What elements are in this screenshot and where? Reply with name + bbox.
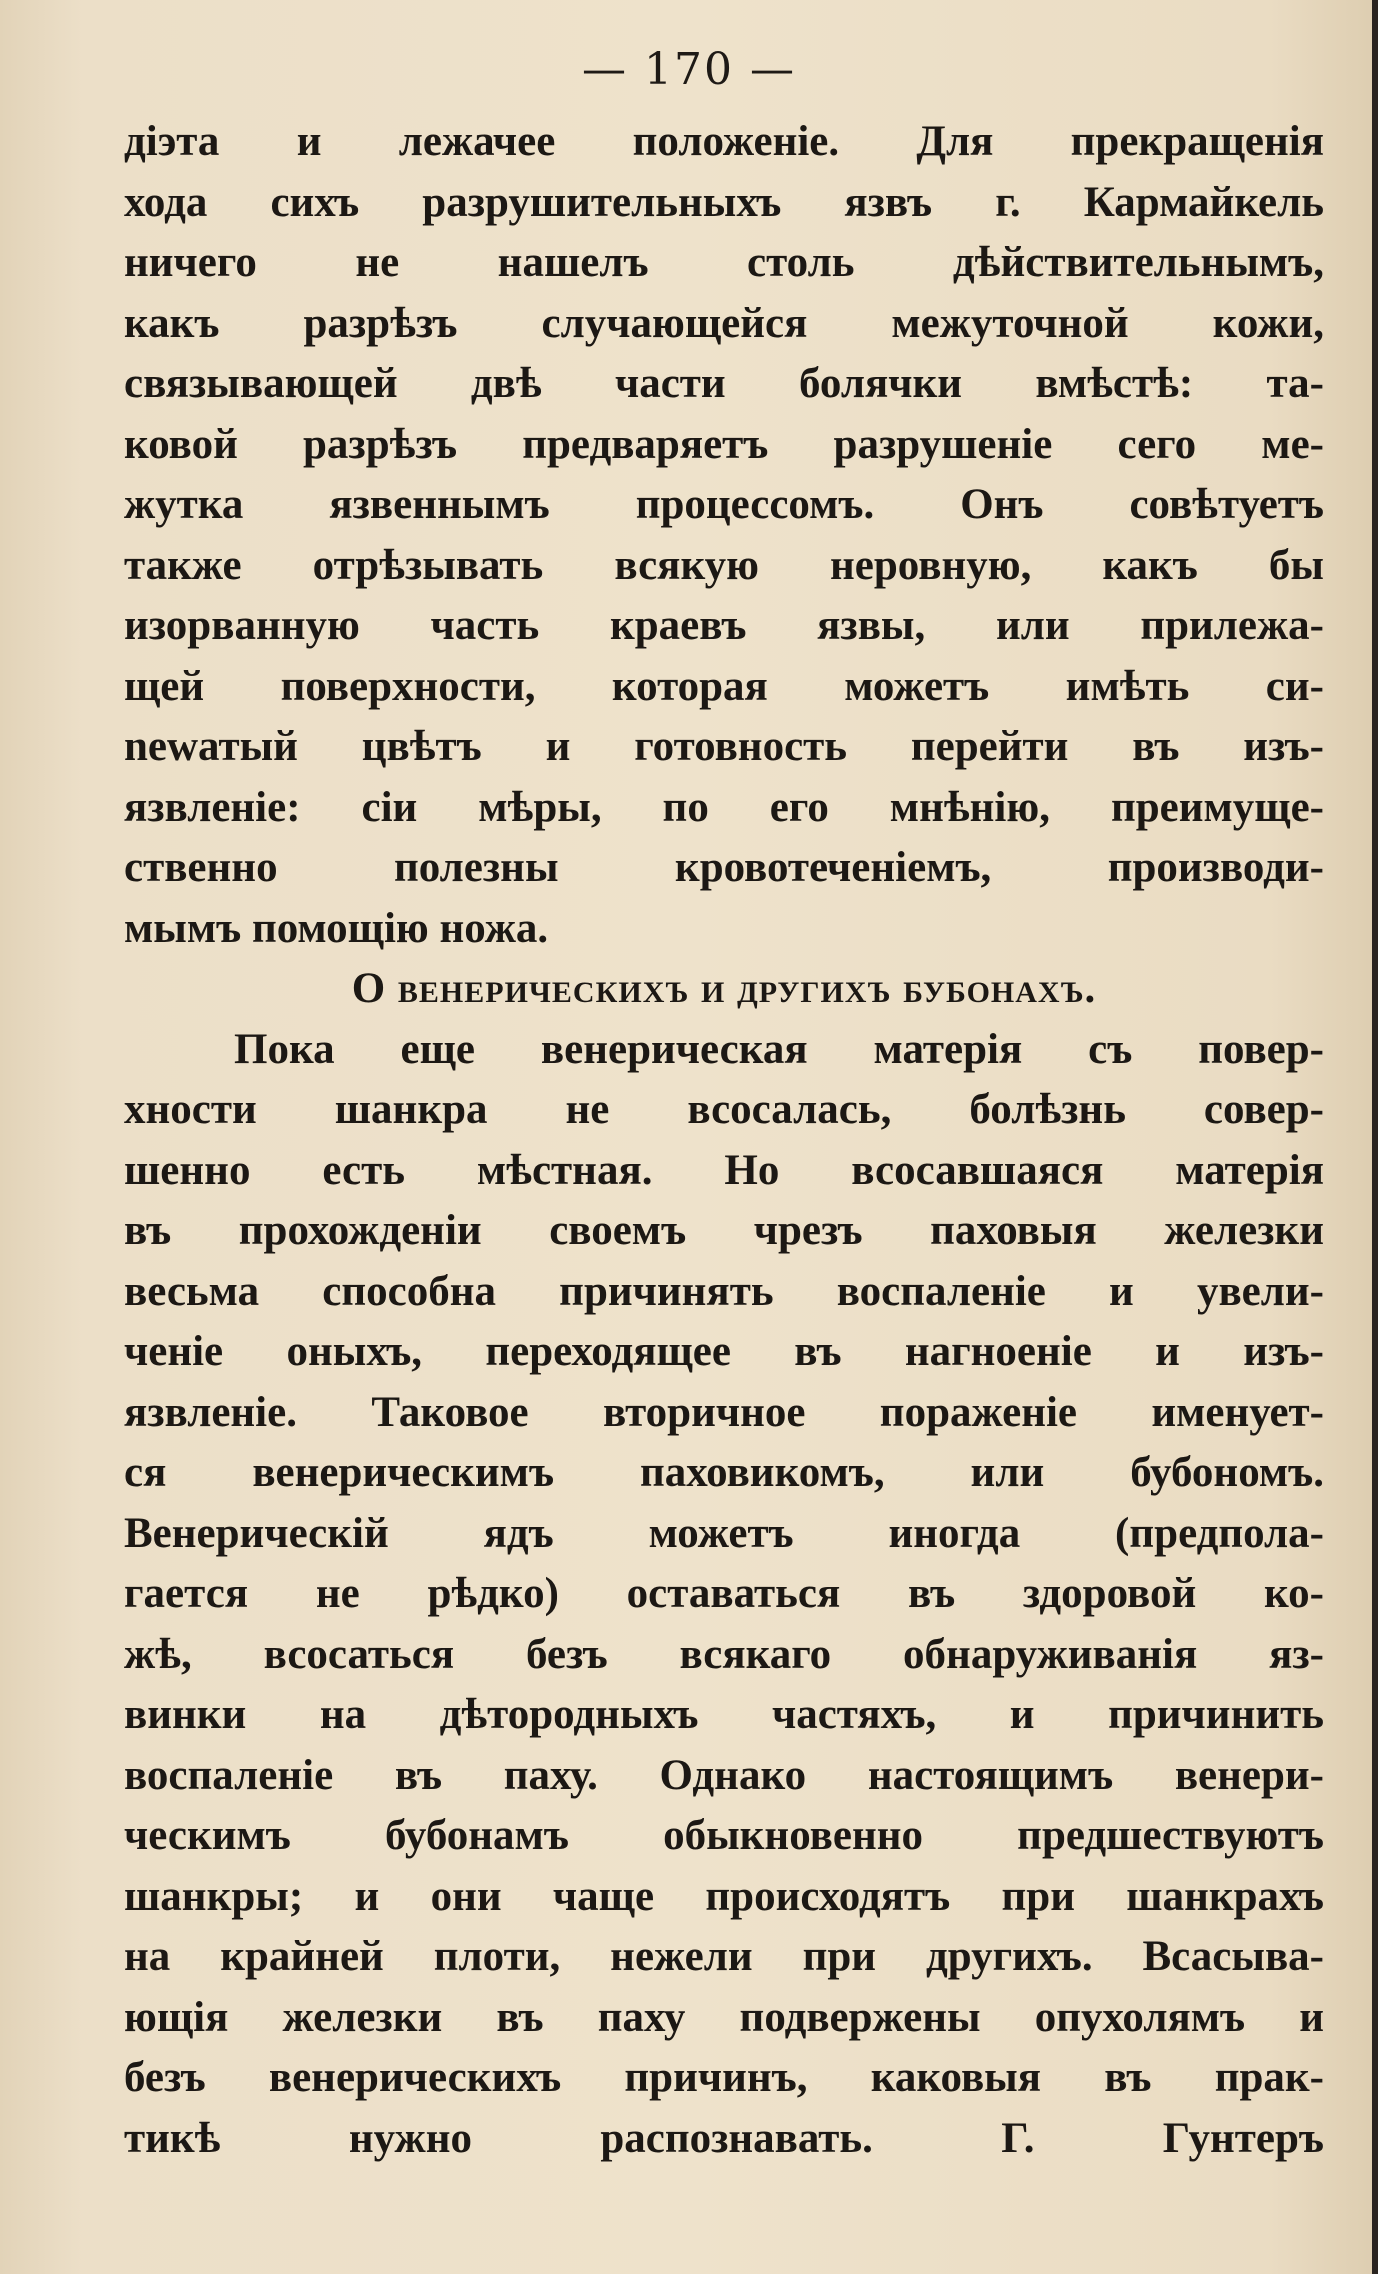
text-line: хода сихъ разрушительныхъ язвъ г. Кармайкель <box>124 178 1324 226</box>
text-line: ченіе оныхъ, переходящее въ нагноеніе и изъ- <box>124 1328 1324 1375</box>
text-line: шанкры; и они чаще происходятъ при шанкрахъ <box>124 1872 1324 1920</box>
text-line: щей поверхности, которая можетъ имѣть си- <box>124 662 1324 710</box>
text-line: весьма способна причинять воспаленіе и увели- <box>124 1267 1324 1315</box>
text-line: жѣ, всосаться безъ всякаго обнаруживанія яз- <box>124 1630 1324 1678</box>
section-heading: О венерическихъ и другихъ бубонахъ. <box>351 965 1097 1012</box>
text-line: newатый цвѣтъ и готовность перейти въ изъ- <box>124 723 1324 770</box>
text-line: воспаленіе въ паху. Однако настоящимъ венери- <box>124 1751 1324 1799</box>
text-line: тикѣ нужно распознавать. Г. Гунтеръ <box>124 2114 1324 2162</box>
text-line: гается не рѣдко) оставаться въ здоровой ко- <box>124 1570 1324 1617</box>
text-line: также отрѣзывать всякую неровную, какъ бы <box>124 541 1324 589</box>
body-text <box>124 112 1324 2169</box>
text-line: ничего не нашелъ столь дѣйствительнымъ, <box>124 239 1324 286</box>
text-line: язвленіе: сіи мѣры, по его мнѣнію, преимуще- <box>124 783 1324 831</box>
text-line: хности шанкра не всосалась, болѣзнь совер- <box>124 1086 1324 1133</box>
text-line: діэта и лежачее положеніе. Для прекращенія <box>124 118 1324 165</box>
text-line: связывающей двѣ части болячки вмѣстѣ: та- <box>124 360 1324 407</box>
text-line: язвленіе. Таковое вторичное пораженіе именует- <box>124 1388 1324 1436</box>
text-line: Пока еще венерическая матерія съ повер- <box>234 1025 1324 1073</box>
text-line: изорванную часть краевъ язвы, или прилежа- <box>124 602 1324 649</box>
text-line: въ прохожденіи своемъ чрезъ паховыя железки <box>124 1207 1324 1254</box>
text-line: шенно есть мѣстная. Но всосавшаяся матерія <box>124 1146 1324 1194</box>
text-line: ющія железки въ паху подвержены опухолямъ и <box>124 1993 1324 2041</box>
text-line: жутка язвеннымъ процессомъ. Онъ совѣтуетъ <box>124 481 1324 528</box>
text-line: ственно полезны кровотеченіемъ, производи- <box>124 844 1324 891</box>
text-line: ческимъ бубонамъ обыкновенно предшествуютъ <box>124 1812 1324 1859</box>
text-line: Венерическій ядъ можетъ иногда (предпола- <box>124 1509 1324 1557</box>
page-number: — 170 — <box>582 44 796 95</box>
text-line: винки на дѣтородныхъ частяхъ, и причинить <box>124 1691 1324 1738</box>
text-line: на крайней плоти, нежели при другихъ. Всасыва- <box>124 1933 1324 1980</box>
text-line: ковой разрѣзъ предваряетъ разрушеніе сего ме- <box>124 420 1324 468</box>
text-line: безъ венерическихъ причинъ, каковыя въ прак- <box>124 2054 1324 2101</box>
text-line: мымъ помощію ножа. <box>124 904 549 952</box>
text-line: какъ разрѣзъ случающейся межуточной кожи, <box>124 299 1324 347</box>
text-line: ся венерическимъ паховикомъ, или бубономъ. <box>124 1449 1324 1496</box>
